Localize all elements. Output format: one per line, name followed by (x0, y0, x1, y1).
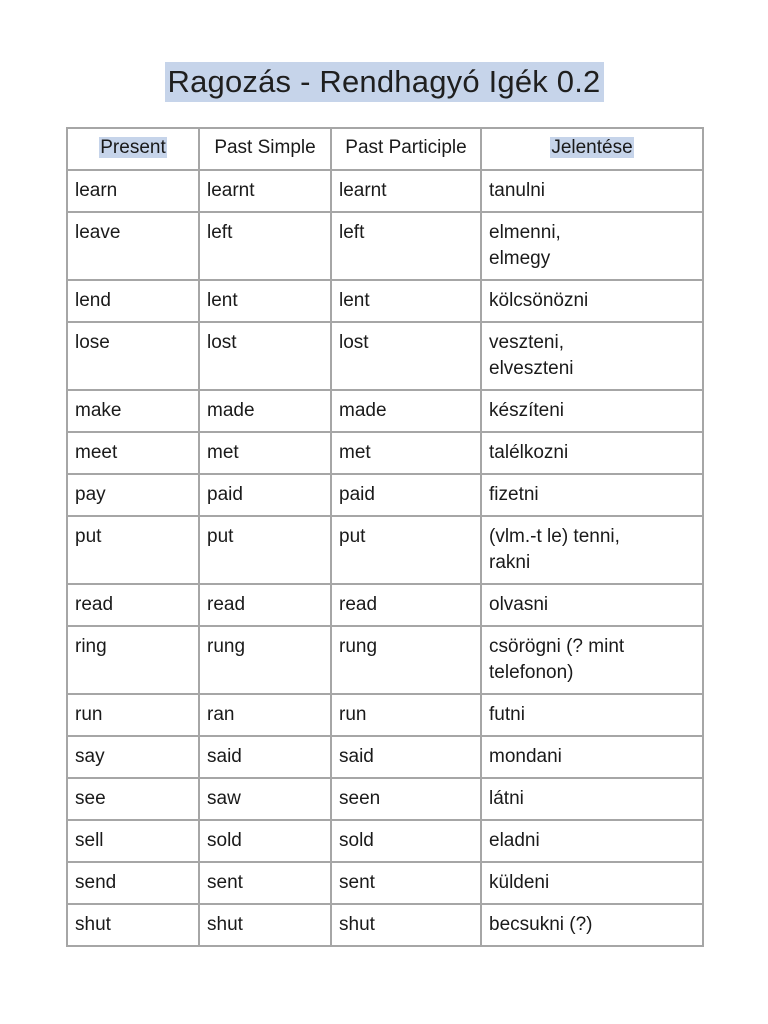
meaning-line-1: veszteni, (489, 332, 564, 353)
cell-present: sell (67, 820, 199, 862)
meaning-line-1: eladni (489, 830, 540, 851)
cell-past-simple: paid (199, 474, 331, 516)
table-row (67, 778, 703, 820)
meaning-line-1: látni (489, 788, 524, 809)
header-present-label: Present (100, 137, 166, 158)
cell-present: learn (67, 170, 199, 212)
meaning-line-2: rakni (489, 552, 531, 573)
table-header-row (67, 128, 703, 170)
cell-meaning (481, 474, 703, 516)
meaning-line-2: elmegy (489, 248, 551, 269)
meaning-line-1: becsukni (?) (489, 914, 593, 935)
cell-meaning (481, 584, 703, 626)
cell-present: put (67, 516, 199, 584)
cell-past-simple: rung (199, 626, 331, 694)
cell-past-participle: sent (331, 862, 481, 904)
cell-present: say (67, 736, 199, 778)
cell-present: shut (67, 904, 199, 946)
table-row (67, 904, 703, 946)
cell-past-simple: said (199, 736, 331, 778)
cell-present: lend (67, 280, 199, 322)
cell-meaning (481, 778, 703, 820)
cell-past-participle: seen (331, 778, 481, 820)
cell-meaning (481, 904, 703, 946)
meaning-line-1: (vlm.-t le) tenni, (489, 526, 620, 547)
cell-past-simple: shut (199, 904, 331, 946)
table-row (67, 862, 703, 904)
cell-present: ring (67, 626, 199, 694)
cell-past-simple: sent (199, 862, 331, 904)
cell-meaning (481, 390, 703, 432)
meaning-line-1: kölcsönözni (489, 290, 589, 311)
meaning-line-1: talélkozni (489, 442, 569, 463)
meaning-line-1: készíteni (489, 400, 564, 421)
table-row (67, 170, 703, 212)
table-row (67, 390, 703, 432)
header-past-participle (331, 128, 481, 170)
cell-meaning (481, 280, 703, 322)
cell-present: read (67, 584, 199, 626)
cell-past-participle: rung (331, 626, 481, 694)
verb-table (66, 127, 704, 947)
cell-meaning (481, 432, 703, 474)
table-row (67, 474, 703, 516)
cell-past-participle: put (331, 516, 481, 584)
table-row (67, 694, 703, 736)
table-row (67, 322, 703, 390)
cell-meaning (481, 170, 703, 212)
meaning-line-2: elveszteni (489, 358, 574, 379)
header-meaning (481, 128, 703, 170)
table-row (67, 820, 703, 862)
table-row (67, 516, 703, 584)
cell-past-simple: read (199, 584, 331, 626)
cell-present: lose (67, 322, 199, 390)
cell-past-simple: lost (199, 322, 331, 390)
table-row (67, 432, 703, 474)
cell-past-simple: learnt (199, 170, 331, 212)
cell-past-simple: saw (199, 778, 331, 820)
cell-meaning (481, 516, 703, 584)
table-body (67, 170, 703, 946)
meaning-line-1: fizetni (489, 484, 539, 505)
cell-meaning (481, 694, 703, 736)
cell-past-participle: left (331, 212, 481, 280)
cell-past-simple: ran (199, 694, 331, 736)
cell-past-participle: lost (331, 322, 481, 390)
title-container (0, 62, 768, 102)
cell-present: leave (67, 212, 199, 280)
cell-past-simple: left (199, 212, 331, 280)
cell-past-participle: met (331, 432, 481, 474)
header-present (67, 128, 199, 170)
table-row (67, 584, 703, 626)
cell-past-participle: said (331, 736, 481, 778)
cell-past-simple: met (199, 432, 331, 474)
cell-meaning (481, 820, 703, 862)
header-past-simple-label: Past Simple (214, 137, 316, 158)
cell-meaning (481, 862, 703, 904)
meaning-line-1: csörögni (? mint (489, 636, 625, 657)
cell-present: meet (67, 432, 199, 474)
cell-past-participle: read (331, 584, 481, 626)
page-title: Ragozás - Rendhagyó Igék 0.2 (165, 62, 604, 102)
table-row (67, 626, 703, 694)
cell-past-participle: sold (331, 820, 481, 862)
cell-past-participle: lent (331, 280, 481, 322)
header-past-participle-label: Past Participle (345, 137, 467, 158)
cell-present: make (67, 390, 199, 432)
cell-meaning (481, 212, 703, 280)
cell-past-participle: run (331, 694, 481, 736)
cell-past-simple: put (199, 516, 331, 584)
header-meaning-label: Jelentése (551, 137, 633, 158)
meaning-line-1: elmenni, (489, 222, 561, 243)
meaning-line-1: küldeni (489, 872, 550, 893)
meaning-line-1: futni (489, 704, 525, 725)
cell-past-participle: made (331, 390, 481, 432)
header-past-simple (199, 128, 331, 170)
meaning-line-2: telefonon) (489, 662, 574, 683)
cell-meaning (481, 322, 703, 390)
cell-past-simple: made (199, 390, 331, 432)
meaning-line-1: mondani (489, 746, 562, 767)
cell-past-participle: shut (331, 904, 481, 946)
cell-past-simple: sold (199, 820, 331, 862)
cell-present: see (67, 778, 199, 820)
cell-past-simple: lent (199, 280, 331, 322)
meaning-line-1: olvasni (489, 594, 549, 615)
cell-present: run (67, 694, 199, 736)
cell-present: pay (67, 474, 199, 516)
cell-meaning (481, 626, 703, 694)
cell-past-participle: paid (331, 474, 481, 516)
table-row (67, 736, 703, 778)
table-row (67, 212, 703, 280)
table-row (67, 280, 703, 322)
cell-meaning (481, 736, 703, 778)
cell-present: send (67, 862, 199, 904)
cell-past-participle: learnt (331, 170, 481, 212)
meaning-line-1: tanulni (489, 180, 545, 201)
